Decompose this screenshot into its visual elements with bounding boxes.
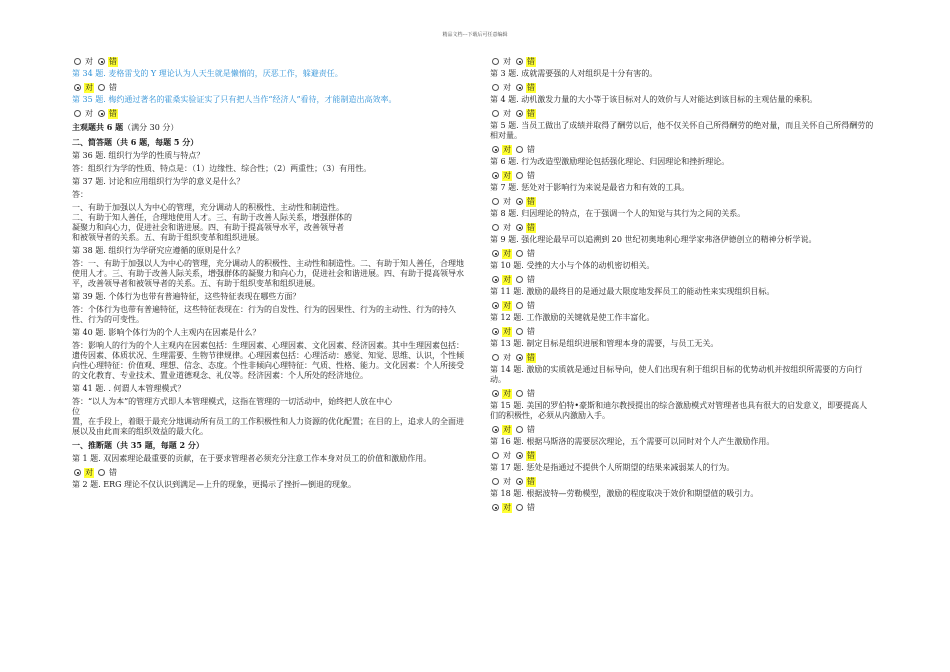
page-header: 精品文档---下载后可任意编辑 xyxy=(442,32,508,38)
question-11: 第 11 题. 激励的最终目的是通过最大限度地发挥员工的能动性来实现组织目标。 xyxy=(490,287,775,296)
answer-36: 答：组织行为学的性质、特点是：（1）边缘性、综合性；（2）两重性；（3）有用性。 xyxy=(72,164,372,173)
radio-false[interactable] xyxy=(516,58,523,65)
radio-true[interactable] xyxy=(492,224,499,231)
answer-37-line: 和被领导者的关系。五、有助于组织变革和组织进展。 xyxy=(72,233,264,242)
answer-choice[interactable] xyxy=(492,108,875,119)
label-true[interactable]: 对 xyxy=(503,450,511,460)
radio-true[interactable] xyxy=(492,504,499,511)
question-13: 第 13 题. 制定目标是组织进展和管理本身的需要，与员工无关。 xyxy=(490,339,719,348)
label-false[interactable]: 错 xyxy=(109,56,117,66)
question-8: 第 8 题. 归因理论的特点，在于强调一个人的知觉与其行为之间的关系。 xyxy=(490,209,746,218)
answer-choice[interactable] xyxy=(492,388,875,399)
radio-false[interactable] xyxy=(516,302,523,309)
answer-choice[interactable] xyxy=(492,144,875,155)
radio-false[interactable] xyxy=(516,198,523,205)
question-2: 第 2 题. ERG 理论不仅认识到满足—上升的现象，更揭示了挫折—倒退的现象。 xyxy=(72,480,357,489)
label-true[interactable]: 对 xyxy=(503,248,511,258)
answer-choice[interactable] xyxy=(492,326,875,337)
radio-false[interactable] xyxy=(516,250,523,257)
label-false[interactable]: 错 xyxy=(527,82,535,92)
radio-false[interactable] xyxy=(516,276,523,283)
label-false[interactable]: 错 xyxy=(527,450,535,460)
radio-true[interactable] xyxy=(74,58,81,65)
label-false[interactable]: 错 xyxy=(527,170,535,180)
question-10: 第 10 题. 受挫的大小与个体的动机密切相关。 xyxy=(490,261,655,270)
question-16: 第 16 题. 根据马斯洛的需要层次理论，五个需要可以同时对个人产生激励作用。 xyxy=(490,437,775,446)
radio-true[interactable] xyxy=(492,146,499,153)
radio-true[interactable] xyxy=(492,452,499,459)
answer-38: 答：一、有助于加强以人为中心的管理，充分调动人的积极性、主动性和制造性。二、有助于知人善任，合理地使用人才。三、有助于改善人际关系，增强群体的凝聚力和向心力，促进社会和谐进展。四、有助于提高领导水平，改善领导者和被领导者的关系。五、有助于组织变革和组织进展。 xyxy=(72,259,464,288)
radio-true[interactable] xyxy=(492,250,499,257)
label-false[interactable]: 错 xyxy=(527,476,535,486)
radio-true[interactable] xyxy=(492,110,499,117)
question-38: 第 38 题. 组织行为学研究应遵循的原则是什么？ xyxy=(72,246,245,255)
radio-false[interactable] xyxy=(98,84,105,91)
answer-40: 答：影响人的行为的个人主观内在因素包括：生理因素、心理因素、文化因素、经济因素。其中生理因素包括：遗传因素、体质状况、生理需要、生物节律规律。心理因素包括：心理活动：感觉、知觉、思维、认识，个性倾向性心理特征：价值观、理想、信念、态度。个性非倾向心理特征：气质、性格、能力。文化因素：个人所接受的文化教育、专业技术、置业道德观念、礼仪等。经济因素：个人所处的经济地位。 xyxy=(72,341,464,380)
radio-true[interactable] xyxy=(492,198,499,205)
label-false[interactable]: 错 xyxy=(527,424,535,434)
label-false[interactable]: 错 xyxy=(527,196,535,206)
answer-choice[interactable] xyxy=(492,300,875,311)
subjective-total: 主观题共 6 题 xyxy=(72,122,124,132)
radio-true[interactable] xyxy=(74,469,81,476)
question-39: 第 39 题. 个体行为也带有普遍特征，这些特征表现在哪些方面？ xyxy=(72,292,301,301)
answer-37-line: 二、有助于知人善任，合理地使用人才。三、有助于改善人际关系，增强群体的 xyxy=(72,213,352,222)
label-false[interactable]: 错 xyxy=(527,300,535,310)
question-9: 第 9 题. 强化理论最早可以追溯到 20 世纪初奥地利心理学家弗洛伊德创立的精神分析学说。 xyxy=(490,235,817,244)
radio-true[interactable] xyxy=(492,302,499,309)
question-14: 第 14 题. 激励的实质就是通过目标导向，使人们出现有利于组织目标的优势动机并按组织所需要的方向行动。 xyxy=(490,365,863,384)
question-41: 第 41 题. . 何谓人本管理模式？ xyxy=(72,384,186,393)
answer-choice[interactable] xyxy=(492,352,875,363)
question-34: 第 34 题. 麦格雷戈的 Y 理论认为人天生就是懒惰的，厌恶工作，躲避责任。 xyxy=(72,69,343,78)
question-40: 第 40 题. 影响个体行为的个人主观内在因素是什么？ xyxy=(72,328,261,337)
label-true[interactable]: 对 xyxy=(503,274,511,284)
answer-37-line: 凝聚力和向心力，促进社会和谐进展。四、有助于提高领导水平，改善领导者 xyxy=(72,223,344,232)
subjective-score: （满分 30 分） xyxy=(123,123,179,132)
true-false-heading: 一、推断题（共 35 题，每题 2 分） xyxy=(72,440,204,450)
answer-39: 答：个体行为也带有普遍特征，这些特征表现在：行为的自发性、行为的因果性、行为的主动性、行为的持久性、行为的可变性。 xyxy=(72,305,456,324)
question-18: 第 18 题. 根据波特—劳勒模型，激励的程度取决于效价和期望值的吸引力。 xyxy=(490,489,759,498)
answer-37-line: 一、有助于加强以人为中心的管理，充分调动人的积极性、主动性和制造性。 xyxy=(72,203,344,212)
label-true[interactable]: 对 xyxy=(503,82,511,92)
answer-37-label: 答： xyxy=(72,190,88,199)
question-3: 第 3 题. 成就需要强的人对组织是十分有害的。 xyxy=(490,69,658,78)
label-true[interactable]: 对 xyxy=(503,300,511,310)
answer-choice[interactable] xyxy=(492,82,875,93)
label-true[interactable]: 对 xyxy=(503,476,511,486)
radio-true[interactable] xyxy=(74,84,81,91)
label-false[interactable]: 错 xyxy=(527,274,535,284)
radio-false[interactable] xyxy=(516,354,523,361)
question-1: 第 1 题. 双因素理论最重要的贡献，在于要求管理者必须充分注意工作本身对员工的价值和激励作用。 xyxy=(72,454,432,463)
label-true[interactable]: 对 xyxy=(85,56,93,66)
radio-false[interactable] xyxy=(516,84,523,91)
answer-choice[interactable] xyxy=(74,467,464,478)
label-false[interactable]: 错 xyxy=(527,326,535,336)
label-false[interactable]: 错 xyxy=(527,502,535,512)
question-12: 第 12 题. 工作激励的关键就是使工作丰富化。 xyxy=(490,313,655,322)
label-false[interactable]: 错 xyxy=(527,248,535,258)
label-false[interactable]: 错 xyxy=(527,56,535,66)
label-true[interactable]: 对 xyxy=(503,502,511,512)
radio-true[interactable] xyxy=(492,276,499,283)
label-true[interactable]: 对 xyxy=(503,424,511,434)
radio-true[interactable] xyxy=(492,426,499,433)
radio-false[interactable] xyxy=(516,146,523,153)
answer-41-line: 位 xyxy=(72,407,80,416)
answer-choice[interactable] xyxy=(492,56,875,67)
radio-true[interactable] xyxy=(492,390,499,397)
question-36: 第 36 题. 组织行为学的性质与特点？ xyxy=(72,151,205,160)
label-true[interactable]: 对 xyxy=(503,108,511,118)
radio-true[interactable] xyxy=(492,328,499,335)
label-true[interactable]: 对 xyxy=(503,170,511,180)
radio-true[interactable] xyxy=(492,172,499,179)
label-false[interactable]: 错 xyxy=(527,144,535,154)
answer-choice[interactable] xyxy=(74,56,464,67)
subjective-heading xyxy=(72,122,464,133)
radio-false[interactable] xyxy=(516,328,523,335)
label-true[interactable]: 对 xyxy=(503,196,511,206)
radio-false[interactable] xyxy=(516,224,523,231)
question-6: 第 6 题. 行为改造型激励理论包括强化理论、归因理论和挫折理论。 xyxy=(490,157,730,166)
label-true[interactable]: 对 xyxy=(503,326,511,336)
radio-true[interactable] xyxy=(492,58,499,65)
question-5: 第 5 题. 当员工做出了成绩并取得了酬劳以后，他不仅关怀自己所得酬劳的绝对量，而且关怀自己所得酬劳的相对量。 xyxy=(490,121,874,140)
radio-false[interactable] xyxy=(516,504,523,511)
radio-false[interactable] xyxy=(516,110,523,117)
radio-false[interactable] xyxy=(516,452,523,459)
question-17: 第 17 题. 惩处是指通过不提供个人所期望的结果来减弱某人的行为。 xyxy=(490,463,735,472)
radio-false[interactable] xyxy=(98,58,105,65)
label-false[interactable]: 错 xyxy=(527,108,535,118)
question-15: 第 15 题. 美国的罗伯特•豪斯和迪尔教授提出的综合激励模式对管理者也具有很大的启发意义，即要提高人们的积极性，必须从内激励入手。 xyxy=(490,401,868,420)
radio-true[interactable] xyxy=(492,84,499,91)
short-answer-heading: 二、简答题（共 6 题，每题 5 分） xyxy=(72,137,199,147)
answer-choice[interactable] xyxy=(492,248,875,259)
answer-choice[interactable] xyxy=(492,274,875,285)
radio-false[interactable] xyxy=(98,110,105,117)
label-false[interactable]: 错 xyxy=(109,108,117,118)
answer-choice[interactable] xyxy=(492,450,875,461)
label-false[interactable]: 错 xyxy=(527,352,535,362)
answer-choice[interactable] xyxy=(492,476,875,487)
answer-choice[interactable] xyxy=(492,222,875,233)
radio-true[interactable] xyxy=(74,110,81,117)
label-true[interactable]: 对 xyxy=(503,388,511,398)
label-false[interactable]: 错 xyxy=(109,467,117,477)
answer-choice[interactable] xyxy=(492,502,875,513)
question-4: 第 4 题. 动机激发力量的大小等于该目标对人的效价与人对能达到该目标的主观估量的乘积。 xyxy=(490,95,818,104)
answer-choice[interactable] xyxy=(74,82,464,93)
question-7: 第 7 题. 惩处对于影响行为来说是最省力和有效的工具。 xyxy=(490,183,690,192)
radio-true[interactable] xyxy=(492,478,499,485)
label-true[interactable]: 对 xyxy=(503,56,511,66)
label-false[interactable]: 错 xyxy=(527,222,535,232)
radio-false[interactable] xyxy=(516,426,523,433)
question-35: 第 35 题. 梅约通过著名的霍桑实验证实了只有把人当作“经济人”看待，才能制造出高效率。 xyxy=(72,95,397,104)
label-true[interactable]: 对 xyxy=(503,222,511,232)
answer-choice[interactable] xyxy=(492,170,875,181)
label-true[interactable]: 对 xyxy=(503,144,511,154)
answer-choice[interactable] xyxy=(74,108,464,119)
label-false[interactable]: 错 xyxy=(527,388,535,398)
question-37: 第 37 题. 讨论和应用组织行为学的意义是什么？ xyxy=(72,177,245,186)
left-column xyxy=(72,54,464,493)
answer-41-line: 置，在手段上，着眼于最充分地调动所有员工的工作积极性和人力资源的优化配置；在目的上，追求人的全面进展以及由此而来的组织效益的最大化。 xyxy=(72,417,464,436)
label-true[interactable]: 对 xyxy=(503,352,511,362)
label-false[interactable]: 错 xyxy=(109,82,117,92)
answer-41-line: 答：“以人为本”的管理方式即人本管理模式，这指在管理的一切活动中，始终把人放在中心 xyxy=(72,397,393,406)
radio-false[interactable] xyxy=(516,478,523,485)
radio-false[interactable] xyxy=(516,172,523,179)
label-true[interactable]: 对 xyxy=(85,467,93,477)
answer-choice[interactable] xyxy=(492,196,875,207)
right-column xyxy=(490,54,875,515)
answer-choice[interactable] xyxy=(492,424,875,435)
radio-true[interactable] xyxy=(492,354,499,361)
radio-false[interactable] xyxy=(98,469,105,476)
radio-false[interactable] xyxy=(516,390,523,397)
label-true[interactable]: 对 xyxy=(85,82,93,92)
label-true[interactable]: 对 xyxy=(85,108,93,118)
